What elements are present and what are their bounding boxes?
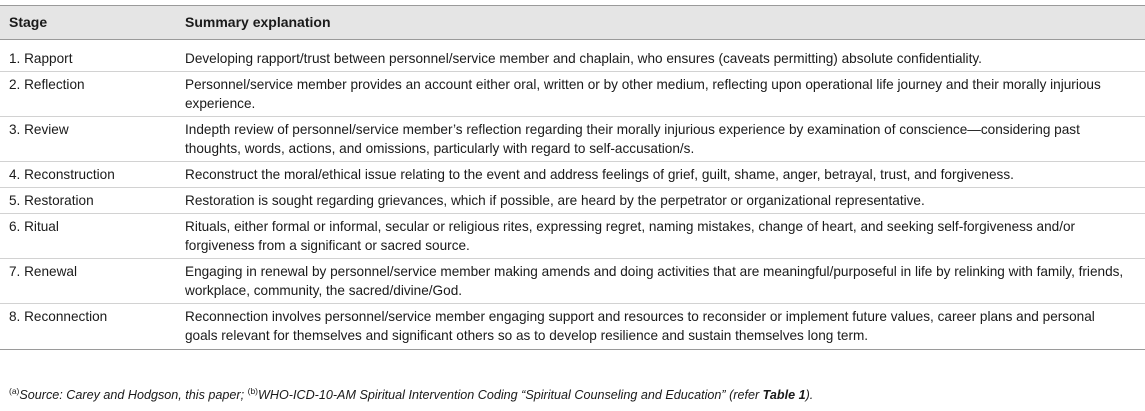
- table-row: [0, 188, 1145, 214]
- footnote-close: ).: [805, 388, 814, 402]
- stage-cell: 8. Reconnection: [0, 304, 184, 350]
- stage-cell: 6. Ritual: [0, 214, 184, 259]
- table-footnote: [9, 387, 813, 403]
- table-row: [0, 72, 1145, 117]
- table-row: [0, 214, 1145, 259]
- footnote-marker-a: (a): [9, 385, 20, 396]
- table-row: [0, 259, 1145, 304]
- explanation-cell: Developing rapport/trust between personnel/service member and chaplain, who ensures (caveats permitting) absolute confidentiality.: [184, 40, 1145, 72]
- stage-cell: 2. Reflection: [0, 72, 184, 117]
- table-row: [0, 40, 1145, 72]
- stage-cell: 5. Restoration: [0, 188, 184, 214]
- table-row: [0, 304, 1145, 350]
- table-row: [0, 162, 1145, 188]
- explanation-cell: Rituals, either formal or informal, secular or religious rites, expressing regret, naming mistakes, change of heart, and seeking self-forgiveness and/or forgiveness from a significant or sacred source.: [184, 214, 1145, 259]
- footnote-coding-text: WHO-ICD-10-AM Spiritual Intervention Coding “Spiritual Counseling and Education” (refer: [258, 388, 763, 402]
- explanation-cell: Reconnection involves personnel/service member engaging support and resources to reconsider or implement future values, career plans and personal goals relevant for themselves and significant others so as to develop resilience and sustain themselves long term.: [184, 304, 1145, 350]
- table-1-link[interactable]: Table 1: [762, 388, 806, 402]
- explanation-cell: Restoration is sought regarding grievances, which if possible, are heard by the perpetrator or organizational representative.: [184, 188, 1145, 214]
- explanation-cell: Personnel/service member provides an account either oral, written or by other medium, reflecting upon operational life journey and their morally injurious experience.: [184, 72, 1145, 117]
- stage-cell: 3. Review: [0, 117, 184, 162]
- header-summary-explanation: Summary explanation: [184, 6, 1145, 40]
- table-body: [0, 40, 1145, 350]
- stage-cell: 7. Renewal: [0, 259, 184, 304]
- stage-cell: 4. Reconstruction: [0, 162, 184, 188]
- footnote-marker-b: (b): [247, 385, 258, 396]
- explanation-cell: Indepth review of personnel/service member’s reflection regarding their morally injurious experience by examination of conscience—considering past thoughts, words, actions, and omissions, particularly with regard to self-accusation/s.: [184, 117, 1145, 162]
- stages-table: [0, 5, 1145, 350]
- header-stage: Stage: [0, 6, 184, 40]
- footnote-source-text: Source: Carey and Hodgson, this paper;: [19, 388, 248, 402]
- explanation-cell: Engaging in renewal by personnel/service member making amends and doing activities that are meaningful/purposeful in life by relinking with family, friends, workplace, community, the sacred/divine/God.: [184, 259, 1145, 304]
- stage-cell: 1. Rapport: [0, 40, 184, 72]
- table-row: [0, 117, 1145, 162]
- table-header-row: [0, 6, 1145, 40]
- explanation-cell: Reconstruct the moral/ethical issue relating to the event and address feelings of grief, guilt, shame, anger, betrayal, trust, and forgiveness.: [184, 162, 1145, 188]
